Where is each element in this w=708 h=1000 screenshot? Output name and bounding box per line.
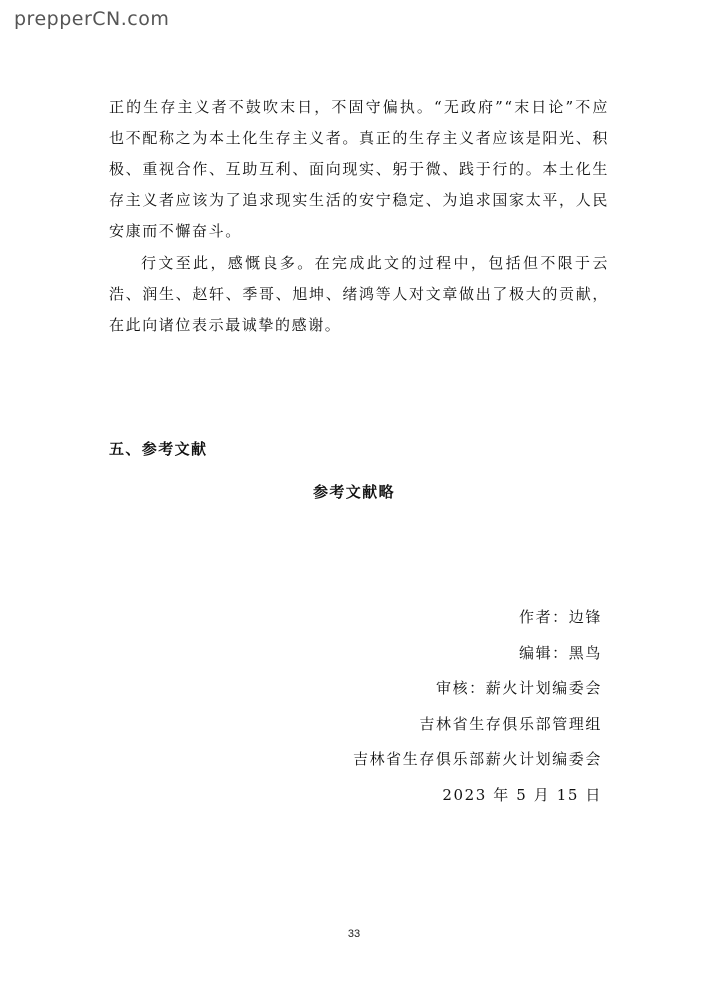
paragraph-acknowledgements: 行文至此，感慨良多。在完成此文的过程中，包括但不限于云浩、润生、赵轩、季哥、旭坤、绪鸿等人对文章做出了极大的贡献，在此向诸位表示最诚挚的感谢。 (109, 254, 609, 334)
editor-line: 编辑：黑鸟 (518, 643, 602, 662)
organization-line: 吉林省生存俱乐部管理组 (419, 714, 602, 733)
references-omitted-title: 参考文献略 (312, 483, 395, 501)
page-number: 33 (347, 928, 361, 940)
committee-line: 吉林省生存俱乐部薪火计划编委会 (352, 750, 602, 768)
author-line: 作者：边锋 (518, 608, 602, 626)
reviewer-line: 审核：薪火计划编委会 (435, 679, 602, 697)
section-heading-references: 五、参考文献 (109, 440, 208, 458)
site-watermark: prepperCN.com (14, 8, 170, 30)
paragraph-survivalism: 正的生存主义者不鼓吹末日，不固守偏执。“无政府”“末日论”不应也不配称之为本土化生存主义者。真正的生存主义者应该是阳光、积极、重视合作、互助互利、面向现实、躬于微、践于行的。本土化生存主义者应该为了追求现实生活的安宁稳定、为追求国家太平，人民安康而不懈奋斗。 (109, 98, 609, 240)
credits-block (353, 600, 602, 813)
body-text (109, 92, 609, 341)
date-line: 2023 年 5 月 15 日 (442, 785, 602, 804)
